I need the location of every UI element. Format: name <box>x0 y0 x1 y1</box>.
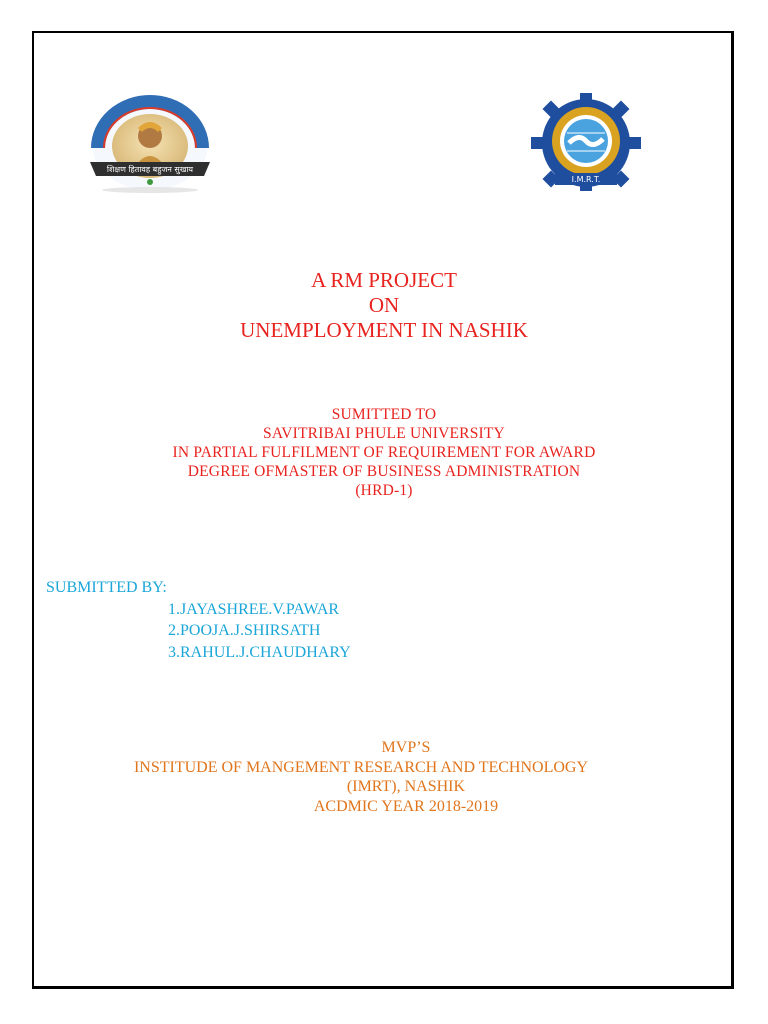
institute-name: INSTITUDE OF MANGEMENT RESEARCH AND TECHNOLOGY <box>133 758 589 776</box>
submission-statement <box>0 405 768 500</box>
member-name: 1.JAYASHREE.V.PAWAR <box>168 600 340 618</box>
imrt-gear-logo <box>531 93 641 191</box>
member-list <box>168 599 351 664</box>
project-title <box>0 268 768 343</box>
submission-line: IN PARTIAL FULFILMENT OF REQUIREMENT FOR AWARD <box>172 444 596 461</box>
submission-line: (HRD-1) <box>355 482 413 499</box>
member-name: 2.POOJA.J.SHIRSATH <box>168 622 321 639</box>
institute-section <box>0 738 768 816</box>
submission-line: DEGREE OFMASTER OF BUSINESS ADMINISTRATION <box>187 463 581 480</box>
submission-line: SAVITRIBAI PHULE UNIVERSITY <box>263 425 505 442</box>
logo-banner-text: I.M.R.T. <box>571 175 601 184</box>
submission-line: SUMITTED TO <box>331 406 437 423</box>
institute-short: (IMRT), NASHIK <box>346 778 466 795</box>
submitted-by-label: SUBMITTED BY: <box>46 579 167 596</box>
logo-banner-text: शिक्षण हितावह बहुजन सुखाय <box>106 165 194 174</box>
member-name: 3.RAHUL.J.CHAUDHARY <box>168 643 351 661</box>
academic-year: ACDMIC YEAR 2018-2019 <box>313 797 499 815</box>
mvp-emblem-logo <box>84 88 216 194</box>
title-line: UNEMPLOYMENT IN NASHIK <box>240 318 528 342</box>
title-line: ON <box>368 293 400 317</box>
title-line: A RM PROJECT <box>311 268 457 292</box>
institute-org: MVP’S <box>381 739 431 756</box>
submitted-by-section <box>46 577 351 663</box>
